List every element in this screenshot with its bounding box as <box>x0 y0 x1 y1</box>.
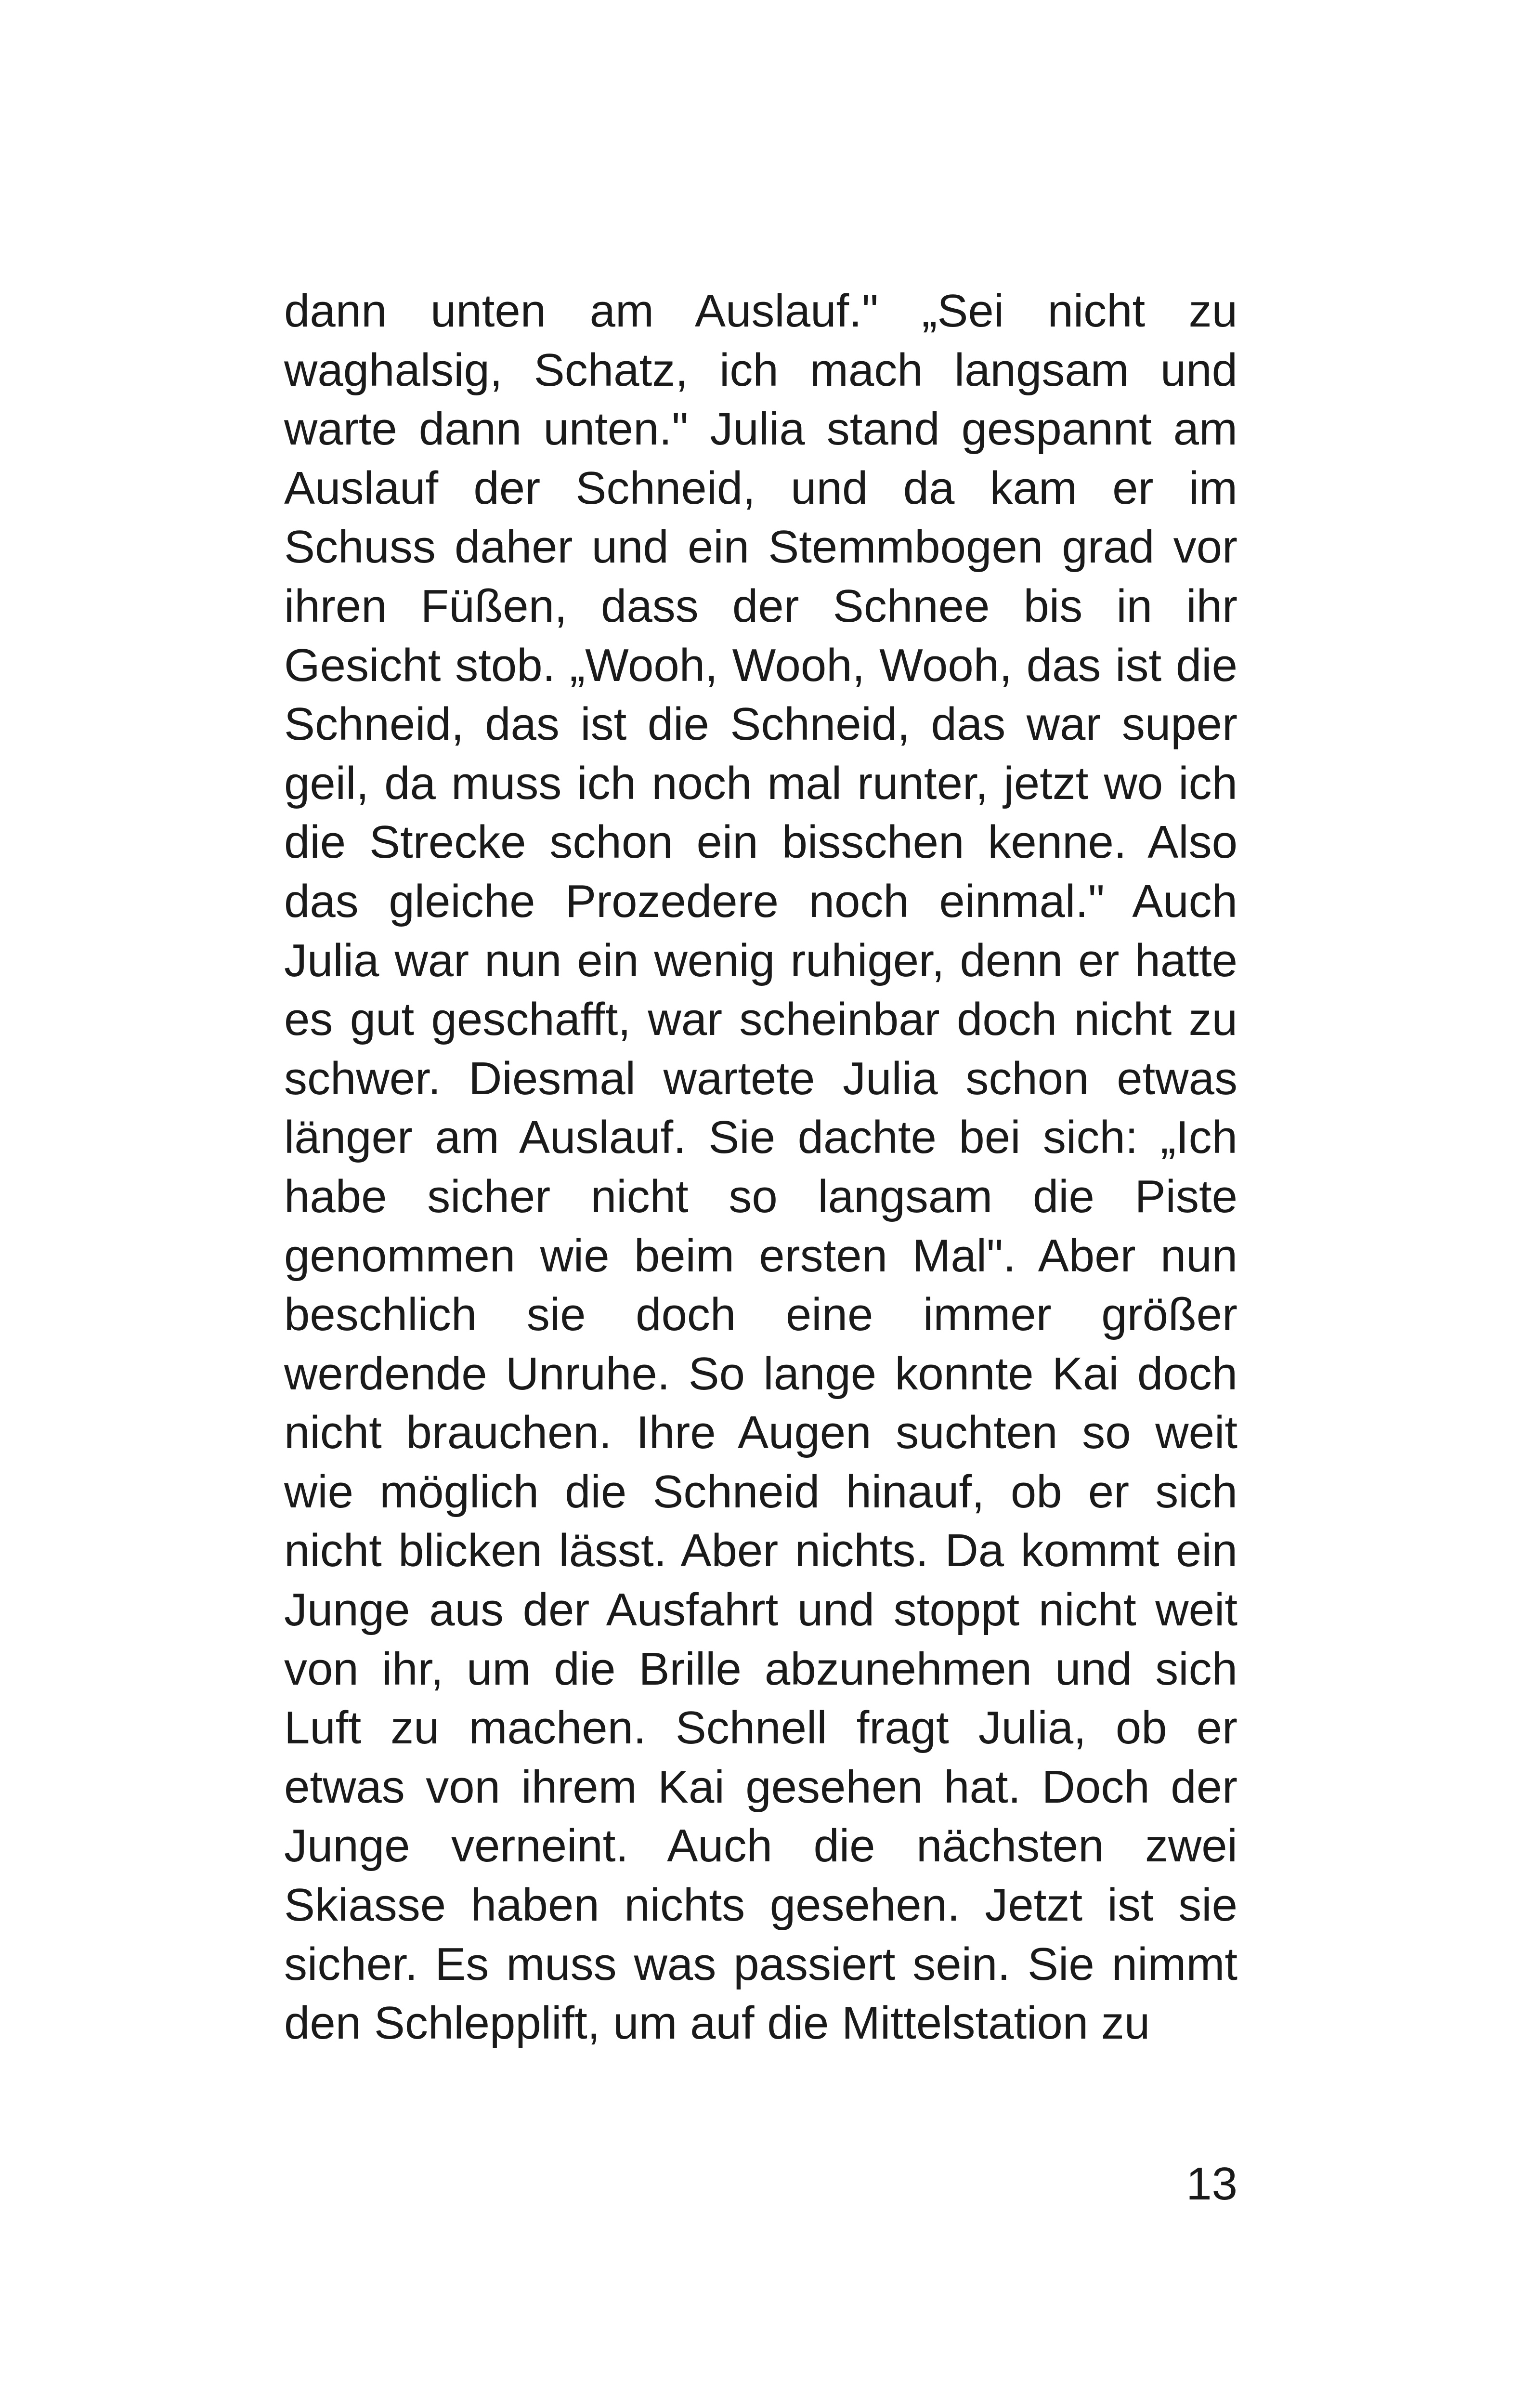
text-line-26: etwas von ihrem Kai gesehen hat. Doch der <box>284 1761 1237 1813</box>
text-line-13: es gut geschafft, war scheinbar doch nicht zu <box>284 994 1237 1046</box>
text-line-29: sicher. Es muss was passiert sein. Sie nimmt <box>284 1938 1237 1990</box>
text-line-19: werdende Unruhe. So lange konnte Kai doch <box>284 1348 1237 1400</box>
text-line-3: warte dann unten." Julia stand gespannt am <box>284 403 1237 455</box>
text-line-5: Schuss daher und ein Stemmbogen grad vor <box>284 521 1237 573</box>
text-line-4: Auslauf der Schneid, und da kam er im <box>284 462 1237 514</box>
text-line-14: schwer. Diesmal wartete Julia schon etwas <box>284 1052 1237 1104</box>
text-line-7: Gesicht stob. „Wooh, Wooh, Wooh, das ist die <box>284 639 1237 691</box>
body-text <box>284 282 1237 2053</box>
text-line-25: Luft zu machen. Schnell fragt Julia, ob er <box>284 1702 1237 1754</box>
text-line-23: Junge aus der Ausfahrt und stoppt nicht weit <box>284 1584 1237 1636</box>
text-line-22: nicht blicken lässt. Aber nichts. Da kommt ein <box>284 1525 1237 1577</box>
text-line-15: länger am Auslauf. Sie dachte bei sich: „Ich <box>284 1112 1237 1164</box>
text-line-16: habe sicher nicht so langsam die Piste <box>284 1170 1237 1222</box>
page-number: 13 <box>1186 2158 1237 2210</box>
text-line-8: Schneid, das ist die Schneid, das war super <box>284 698 1237 750</box>
text-line-27: Junge verneint. Auch die nächsten zwei <box>284 1820 1237 1872</box>
text-line-11: das gleiche Prozedere noch einmal." Auch <box>284 875 1237 927</box>
text-line-6: ihren Füßen, dass der Schnee bis in ihr <box>284 580 1237 632</box>
text-line-24: von ihr, um die Brille abzunehmen und sich <box>284 1643 1237 1695</box>
text-line-17: genommen wie beim ersten Mal". Aber nun <box>284 1230 1237 1282</box>
text-line-21: wie möglich die Schneid hinauf, ob er sich <box>284 1466 1237 1518</box>
text-line-1: dann unten am Auslauf." „Sei nicht zu <box>284 285 1237 337</box>
text-line-30: den Schlepplift, um auf die Mittelstation zu <box>284 1997 1150 2049</box>
text-line-20: nicht brauchen. Ihre Augen suchten so weit <box>284 1407 1237 1459</box>
text-line-9: geil, da muss ich noch mal runter, jetzt wo ich <box>284 757 1237 809</box>
text-line-18: beschlich sie doch eine immer größer <box>284 1289 1237 1341</box>
text-line-2: waghalsig, Schatz, ich mach langsam und <box>284 344 1237 396</box>
text-line-10: die Strecke schon ein bisschen kenne. Also <box>284 816 1237 868</box>
text-line-28: Skiasse haben nichts gesehen. Jetzt ist sie <box>284 1879 1237 1931</box>
text-line-12: Julia war nun ein wenig ruhiger, denn er hatte <box>284 934 1237 986</box>
